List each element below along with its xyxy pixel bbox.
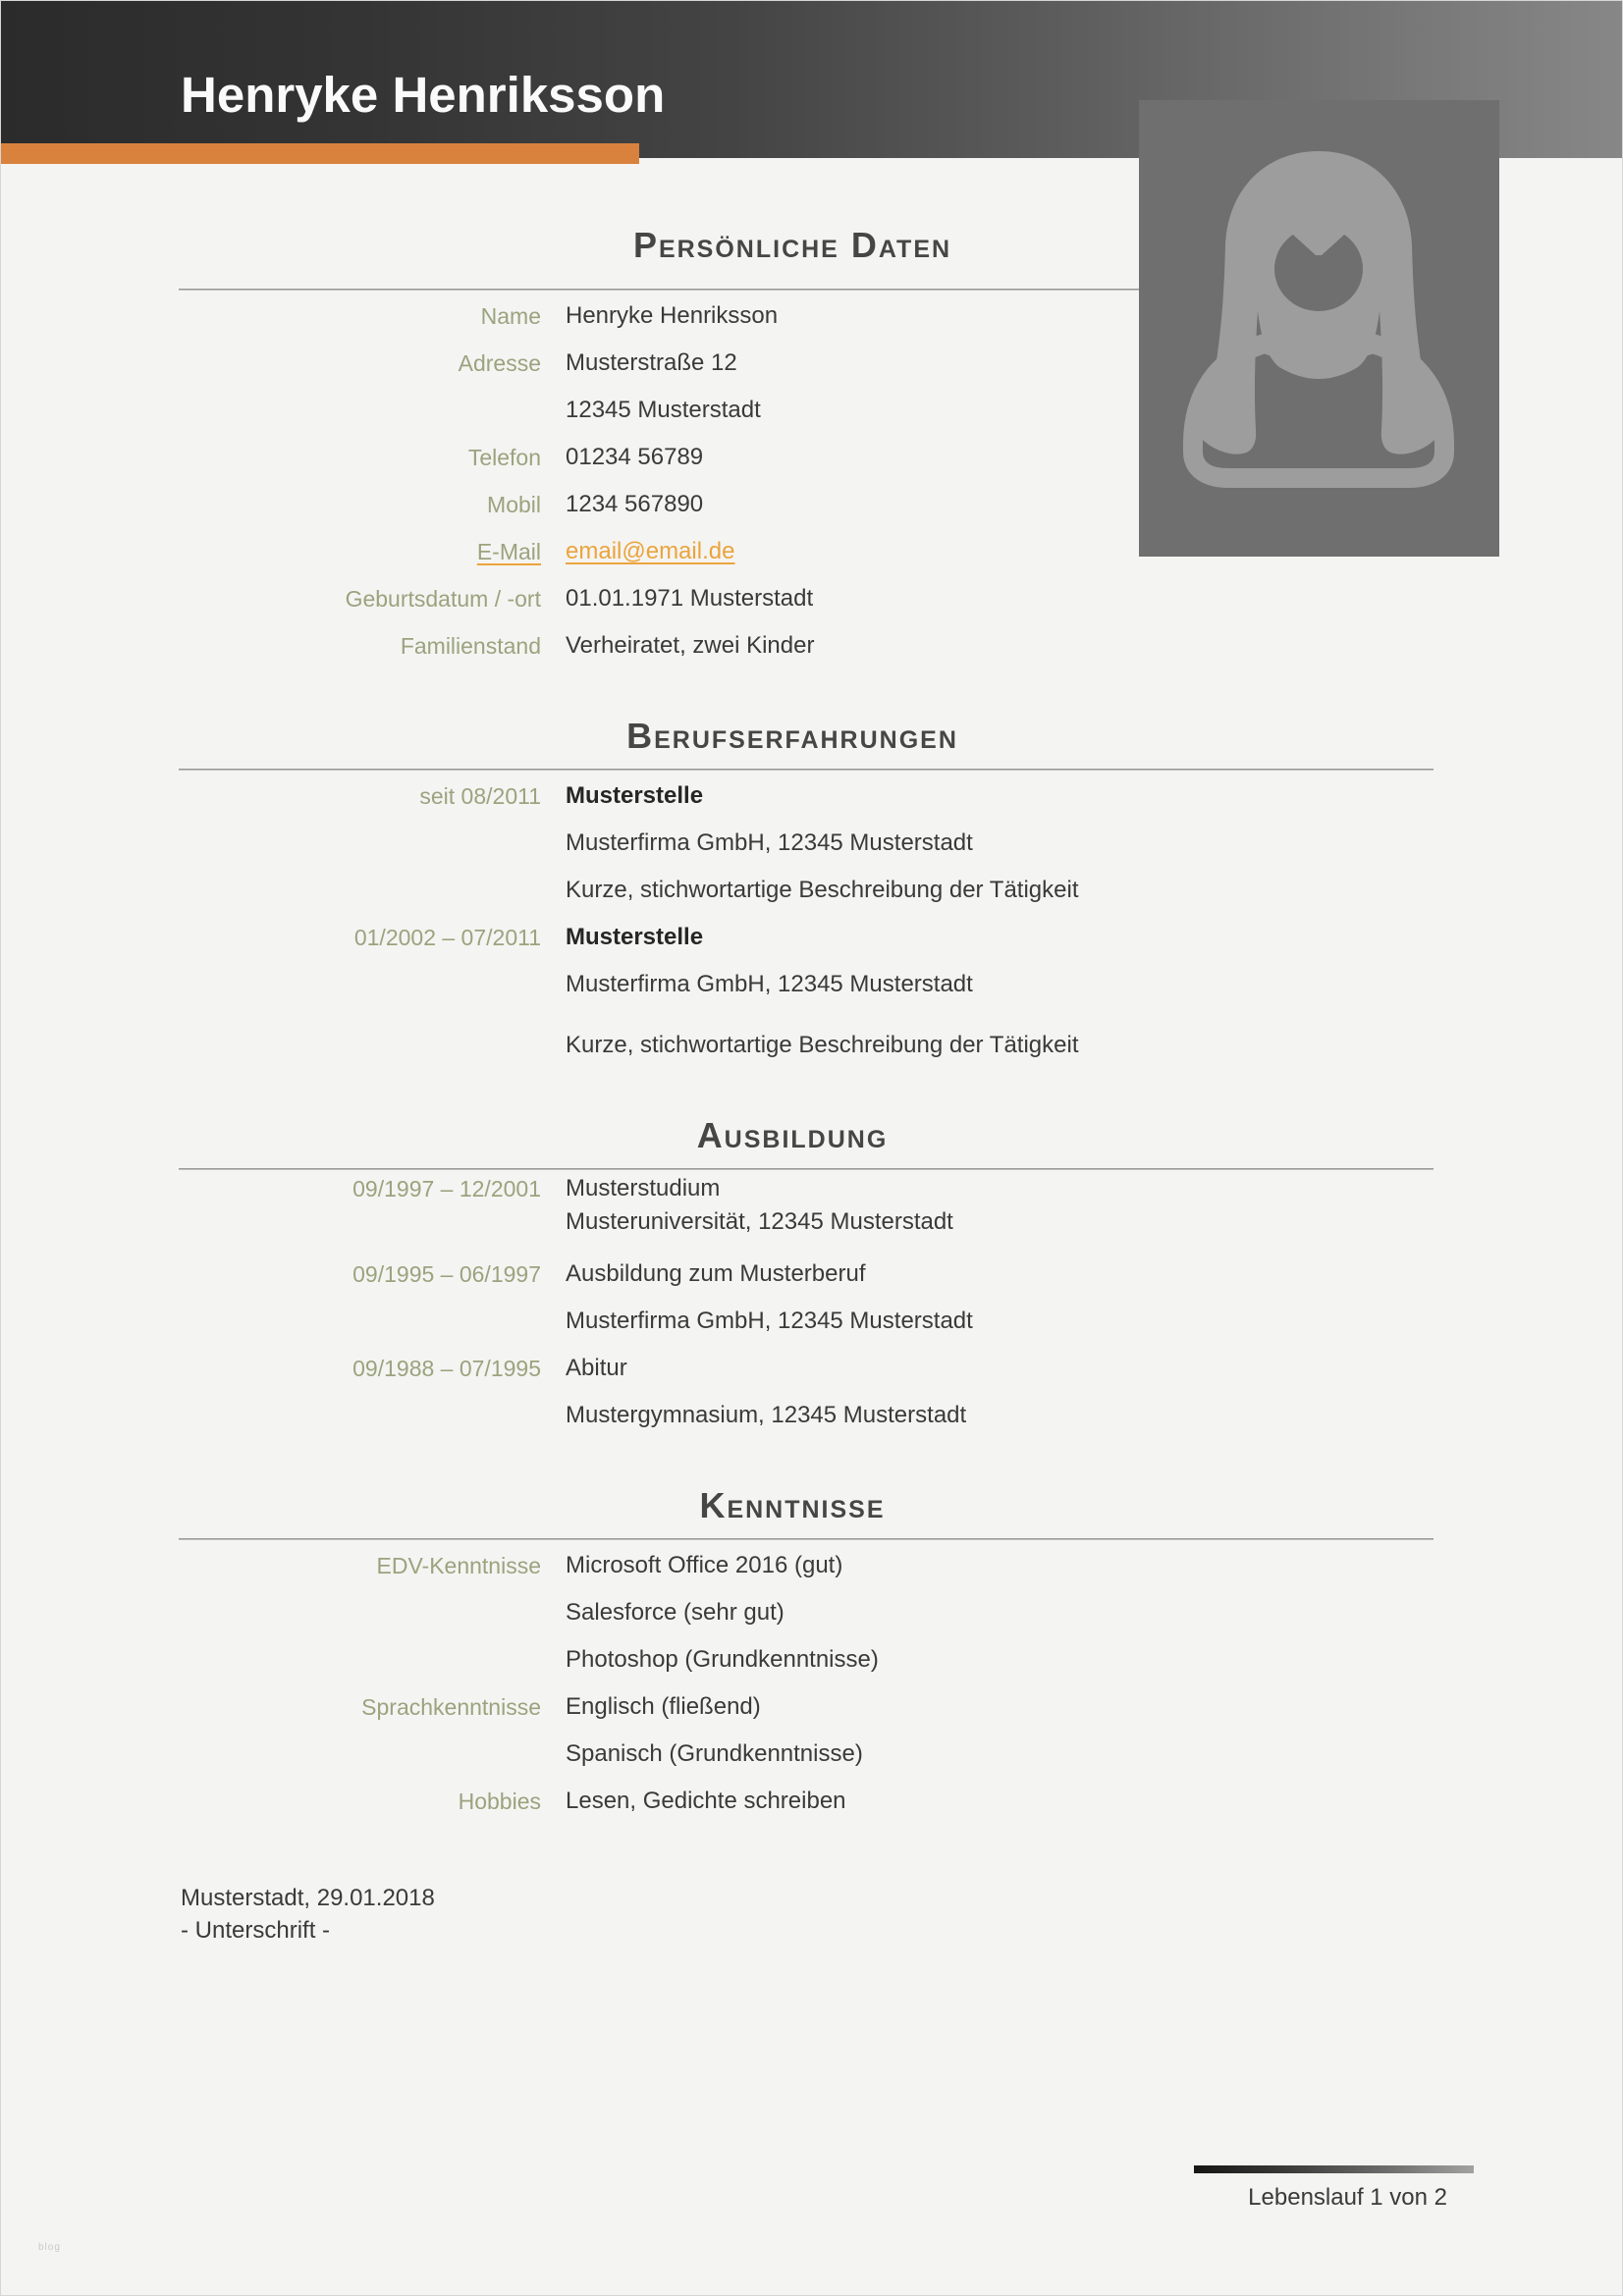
table-row: [179, 867, 1434, 914]
row-value-line2: Musteruniversität, 12345 Musterstadt: [566, 1208, 953, 1235]
row-value: Salesforce (sehr gut): [566, 1599, 784, 1626]
section-rows: [179, 773, 1434, 1069]
row-value: Musterstelle: [566, 782, 704, 809]
row-value: Kurze, stichwortartige Beschreibung der Tätigkeit: [566, 877, 1079, 903]
email-link[interactable]: email@email.de: [566, 538, 735, 564]
table-row: [179, 820, 1434, 867]
row-label: Adresse: [458, 350, 541, 376]
row-label: 01/2002 – 07/2011: [353, 925, 541, 950]
section-rows: [179, 1542, 1434, 1825]
row-label: EDV-Kenntnisse: [376, 1553, 541, 1578]
table-row: [179, 1345, 1434, 1392]
person-name: Henryke Henriksson: [181, 67, 666, 123]
row-label: [179, 1636, 541, 1683]
signature-block: [181, 1882, 1434, 1947]
table-row: [179, 914, 1434, 961]
row-label: [179, 1589, 541, 1636]
row-value: Verheiratet, zwei Kinder: [566, 632, 815, 659]
row-value: Ausbildung zum Musterberuf: [566, 1260, 866, 1287]
row-label: Name: [480, 303, 541, 329]
row-value: Musterfirma GmbH, 12345 Musterstadt: [566, 829, 973, 856]
row-value: Microsoft Office 2016 (gut): [566, 1552, 843, 1578]
table-row: [179, 1731, 1434, 1778]
row-value: Musterfirma GmbH, 12345 Musterstadt: [566, 971, 973, 997]
table-row: [179, 1392, 1434, 1439]
row-value: Musterstelle: [566, 924, 704, 950]
row-label: Mobil: [487, 492, 541, 517]
row-value: Musterfirma GmbH, 12345 Musterstadt: [566, 1308, 973, 1334]
row-label: [179, 1298, 541, 1345]
row-label: seit 08/2011: [419, 783, 541, 809]
signature-place-date: Musterstadt, 29.01.2018: [181, 1885, 435, 1911]
section-rows: [179, 1172, 1434, 1439]
section-divider: [179, 1168, 1434, 1170]
accent-bar: [1, 143, 639, 164]
row-label: [179, 1022, 541, 1069]
row-value: Musterstraße 12: [566, 349, 737, 376]
row-label: [179, 820, 541, 867]
section-divider: [179, 769, 1434, 771]
table-row: [179, 773, 1434, 820]
row-label: Hobbies: [458, 1789, 541, 1814]
row-label: [179, 387, 541, 434]
row-value: Lesen, Gedichte schreiben: [566, 1788, 846, 1814]
table-row: [179, 961, 1434, 1008]
row-value: Spanisch (Grundkenntnisse): [566, 1740, 863, 1767]
row-value-line1: Musterstudium: [566, 1175, 721, 1201]
row-value: [566, 1172, 953, 1239]
row-label: 09/1997 – 12/2001: [352, 1176, 541, 1201]
row-value: Abitur: [566, 1355, 627, 1381]
row-label: E-Mail: [476, 539, 541, 564]
table-row: [179, 1172, 1434, 1239]
section-title-persoenliche-daten: Persönliche Daten: [632, 225, 952, 265]
row-value: Mustergymnasium, 12345 Musterstadt: [566, 1402, 967, 1428]
row-label: Geburtsdatum / -ort: [345, 586, 541, 612]
profile-photo-placeholder: [1139, 100, 1499, 557]
section-berufserfahrungen: [179, 716, 1434, 1069]
section-ausbildung: [179, 1115, 1434, 1439]
table-row: [179, 1636, 1434, 1683]
section-title-berufserfahrungen: Berufserfahrungen: [626, 716, 958, 756]
table-row: [179, 622, 1434, 669]
table-row: [179, 1298, 1434, 1345]
row-label: [179, 867, 541, 914]
footer-gradient-bar: [1194, 2165, 1474, 2173]
row-value: Kurze, stichwortartige Beschreibung der Tätigkeit: [566, 1032, 1079, 1058]
row-label: [179, 1392, 541, 1439]
row-label: [179, 1731, 541, 1778]
section-kenntnisse: [179, 1485, 1434, 1825]
table-row: [179, 1589, 1434, 1636]
row-label: Sprachkenntnisse: [361, 1694, 541, 1720]
row-value: Photoshop (Grundkenntnisse): [566, 1646, 879, 1673]
row-value: 01.01.1971 Musterstadt: [566, 585, 814, 612]
table-row: [179, 1542, 1434, 1589]
table-row: [179, 1778, 1434, 1825]
section-title-kenntnisse: Kenntnisse: [699, 1485, 886, 1525]
section-title-ausbildung: Ausbildung: [696, 1115, 889, 1155]
row-value: 12345 Musterstadt: [566, 397, 761, 423]
table-row: [179, 1251, 1434, 1298]
table-row: [179, 1683, 1434, 1731]
row-value: Englisch (fließend): [566, 1693, 761, 1720]
row-label: Familienstand: [400, 633, 541, 659]
row-value: 01234 56789: [566, 444, 704, 470]
watermark: blog: [38, 2242, 61, 2253]
row-value: 1234 567890: [566, 491, 704, 517]
section-divider: [179, 1538, 1434, 1540]
female-silhouette-icon: [1139, 100, 1499, 557]
signature-label: - Unterschrift -: [181, 1917, 331, 1944]
table-row: [179, 575, 1434, 622]
row-label: 09/1988 – 07/1995: [352, 1356, 541, 1381]
row-value: [566, 528, 734, 575]
page-number: Lebenslauf 1 von 2: [1248, 2184, 1447, 2211]
row-label: [179, 961, 541, 1008]
row-label: Telefon: [467, 445, 541, 470]
table-row: [179, 1022, 1434, 1069]
row-value: Henryke Henriksson: [566, 302, 779, 329]
row-label: 09/1995 – 06/1997: [352, 1261, 541, 1287]
